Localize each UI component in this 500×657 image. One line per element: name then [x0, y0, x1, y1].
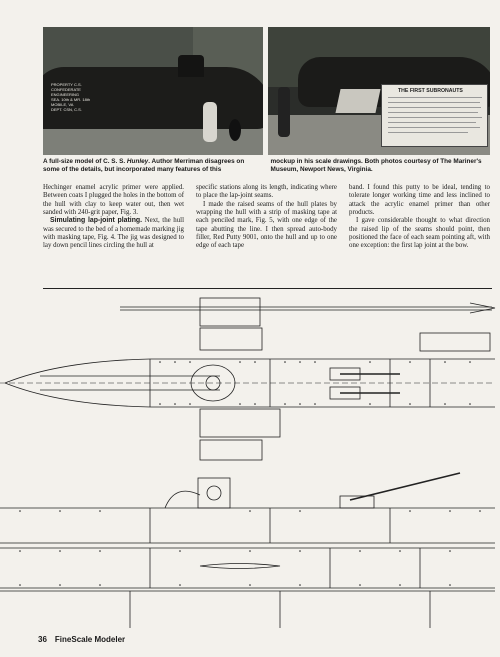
sign-title: THE FIRST SUBRONAUTS	[398, 88, 463, 94]
page-number: 36	[38, 635, 47, 644]
paragraph: I made the raised seams of the hull plates by wrapping the hull with a strip of masking tape at each penciled mark, Fig. 5, with one edge of the tape abutting the line. I then spread auto-body filler, Red Putty 9001, onto the hull and up to one edge of each tape	[196, 200, 337, 250]
plaque-line: MOBILE, VA	[51, 102, 74, 107]
paragraph-text: Next, the hull was secured to the bed of a homemade marking jig with masking tape, Fig. 4. The jig was designed to lay down pencil lines circling the hull at	[43, 217, 184, 250]
photo-caption	[43, 158, 488, 174]
section-rule	[43, 288, 492, 289]
column-2	[196, 184, 337, 251]
column-1	[43, 184, 184, 251]
caption-ship-name: Hunley	[126, 158, 149, 165]
paragraph: band. I found this putty to be ideal, tending to tolerate longer working time and less inclined to attack the acrylic enamel primer than other products.	[349, 184, 490, 217]
article-body	[43, 184, 491, 251]
paragraph: I gave considerable thought to what direction the raised lip of the seams should point, then positioned the face of each seam pointing aft, with one exception: the first lap joint at the bow.	[349, 217, 490, 250]
paragraph	[43, 217, 184, 250]
magazine-name: FineScale Modeler	[54, 635, 126, 644]
plaque-line: CONFEDERATE	[51, 87, 81, 92]
plaque-line: PROPERTY C.S.	[51, 82, 82, 87]
plaque-line: SEA. 10th & MR. 18th	[51, 97, 91, 102]
plaque-line: DEPT. CSN, C.S.	[51, 107, 82, 112]
photo-hunley-model	[43, 27, 263, 155]
submarine-scale-drawing	[0, 293, 500, 628]
paragraph: Hechinger enamel acrylic primer were applied. Between coats I plugged the holes in the bottom of the hull with clay to keep water out, then wet sanded with 240-grit paper, Fig. 3.	[43, 184, 184, 217]
column-3	[349, 184, 490, 251]
caption-right: mockup in his scale drawings. Both photos courtesy of The Mariner's Museum, Newport News, Virginia.	[270, 158, 482, 174]
paragraph: specific stations along its length, indicating where to place the lap-joint seams.	[196, 184, 337, 200]
photo-hunley-mockup	[268, 27, 490, 155]
caption-suffix: . Author Merriman disagrees on some of the details, but incorporated many features of this	[43, 158, 245, 174]
caption-prefix: A full-size model of C. S. S.	[43, 158, 127, 165]
page-footer	[38, 635, 125, 644]
plaque-line: ENGINEERING	[51, 92, 80, 97]
subhead: Simulating lap-joint plating.	[50, 217, 143, 225]
